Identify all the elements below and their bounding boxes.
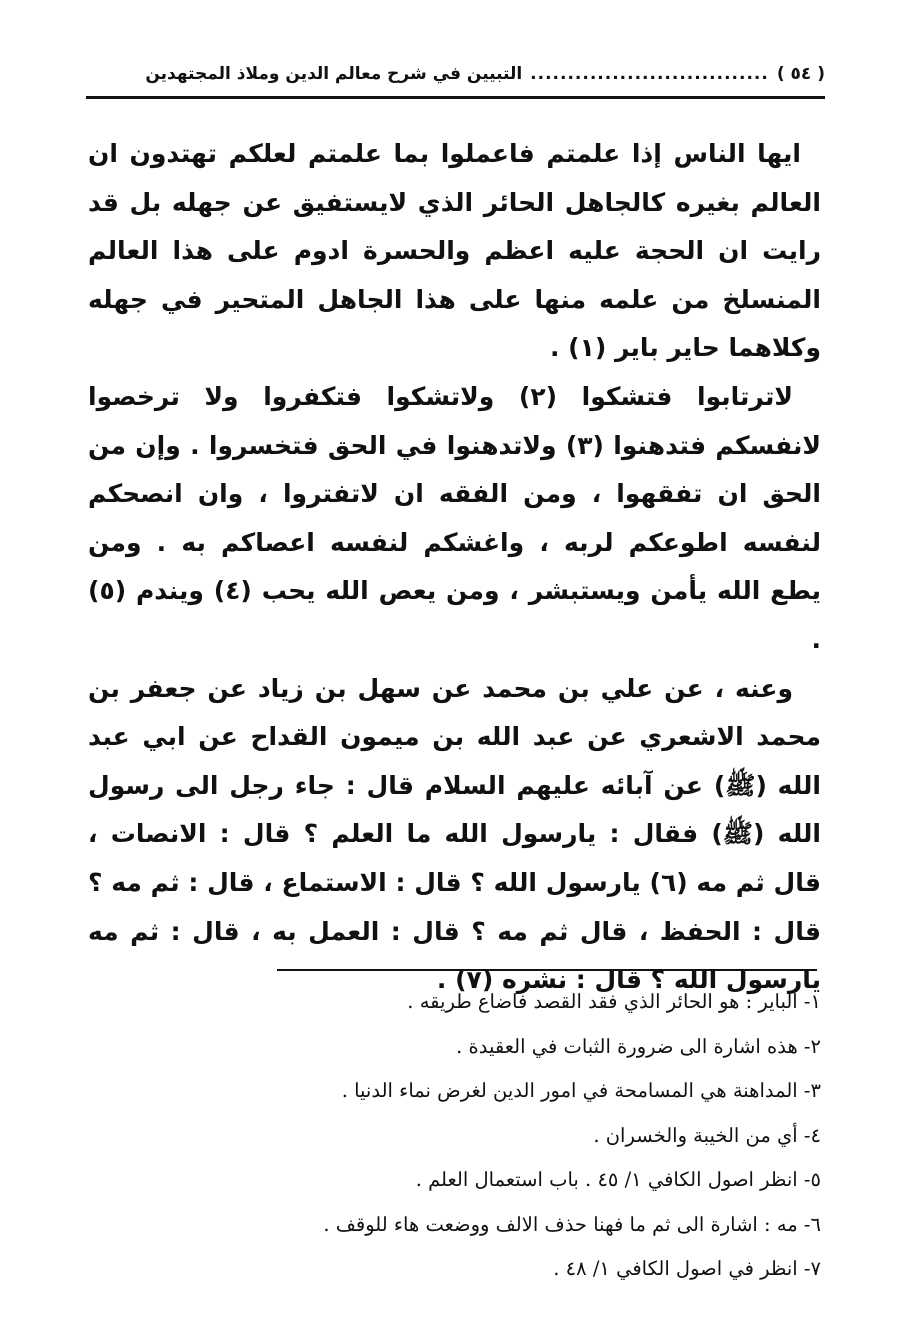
footnotes-list — [90, 980, 821, 1292]
main-text — [88, 130, 821, 1005]
paragraph-2: لاترتابوا فتشكوا (٢) ولاتشكوا فتكفروا ولا ترخصوا لانفسكم فتدهنوا (٣) ولاتدهنوا في الحق فتخسروا . وإن من الحق ان تفقهوا ، ومن الفقه ان لاتفتروا ، وان انصحكم لنفسه اطوعكم لربه ، واغشكم لنفسه اعصاكم به . ومن يطع الله يأمن ويستبشر ، ومن يعص الله يحب (٤) ويندم (٥) . — [88, 381, 821, 654]
paragraph-3: وعنه ، عن علي بن محمد عن سهل بن زياد عن جعفر بن محمد الاشعري عن عبد الله بن ميمون القداح عن ابي عبد الله (ﷺ) عن آبائه عليهم السلام قال : جاء رجل الى رسول الله (ﷺ) فقال : يارسول الله ما العلم ؟ قال : الانصات ، قال ثم مه (٦) يارسول الله ؟ قال : الاستماع ، قال : ثم مه ؟ قال : الحفظ ، قال ثم مه ؟ قال : العمل به ، قال : ثم مه يارسول الله ؟ قال : نشره (٧) . — [88, 673, 821, 995]
footnote-1: ١- الباير : هو الحائر الذي فقد القصد فاضاع طريقه . — [407, 990, 821, 1013]
header-dot-leader: ................................ — [530, 64, 769, 84]
footnote-6: ٦- مه : اشارة الى ثم ما فهنا حذف الالف ووضعت هاء للوقف . — [323, 1212, 821, 1236]
header-rule — [86, 96, 825, 99]
page-number: ( ٥٤ ) — [776, 64, 825, 84]
footnote-3: ٣- المداهنة هي المسامحة في امور الدين لغرض نماء الدنيا . — [341, 1079, 821, 1102]
running-header — [95, 54, 825, 94]
footnote-7: ٧- انظر في اصول الكافي ١/ ٤٨ . — [553, 1257, 821, 1280]
footnote-2: ٢- هذه اشارة الى ضرورة الثبات في العقيدة . — [456, 1034, 821, 1058]
footnote-4: ٤- أي من الخيبة والخسران . — [593, 1123, 821, 1147]
footnote-separator — [277, 969, 817, 971]
footnote-5: ٥- انظر اصول الكافي ١/ ٤٥ . باب استعمال العلم . — [415, 1168, 821, 1191]
book-title: التبيين في شرح معالم الدين وملاذ المجتهدين — [145, 64, 523, 84]
paragraph-1: ايها الناس إذا علمتم فاعملوا بما علمتم لعلكم تهتدون ان العالم بغيره كالجاهل الحائر الذي لايستفيق عن جهله بل قد رايت ان الحجة عليه اعظم والحسرة ادوم على هذا العالم المنسلخ من علمه منها على هذا الجاهل المتحير في جهله وكلاهما حاير باير (١) . — [88, 139, 821, 363]
